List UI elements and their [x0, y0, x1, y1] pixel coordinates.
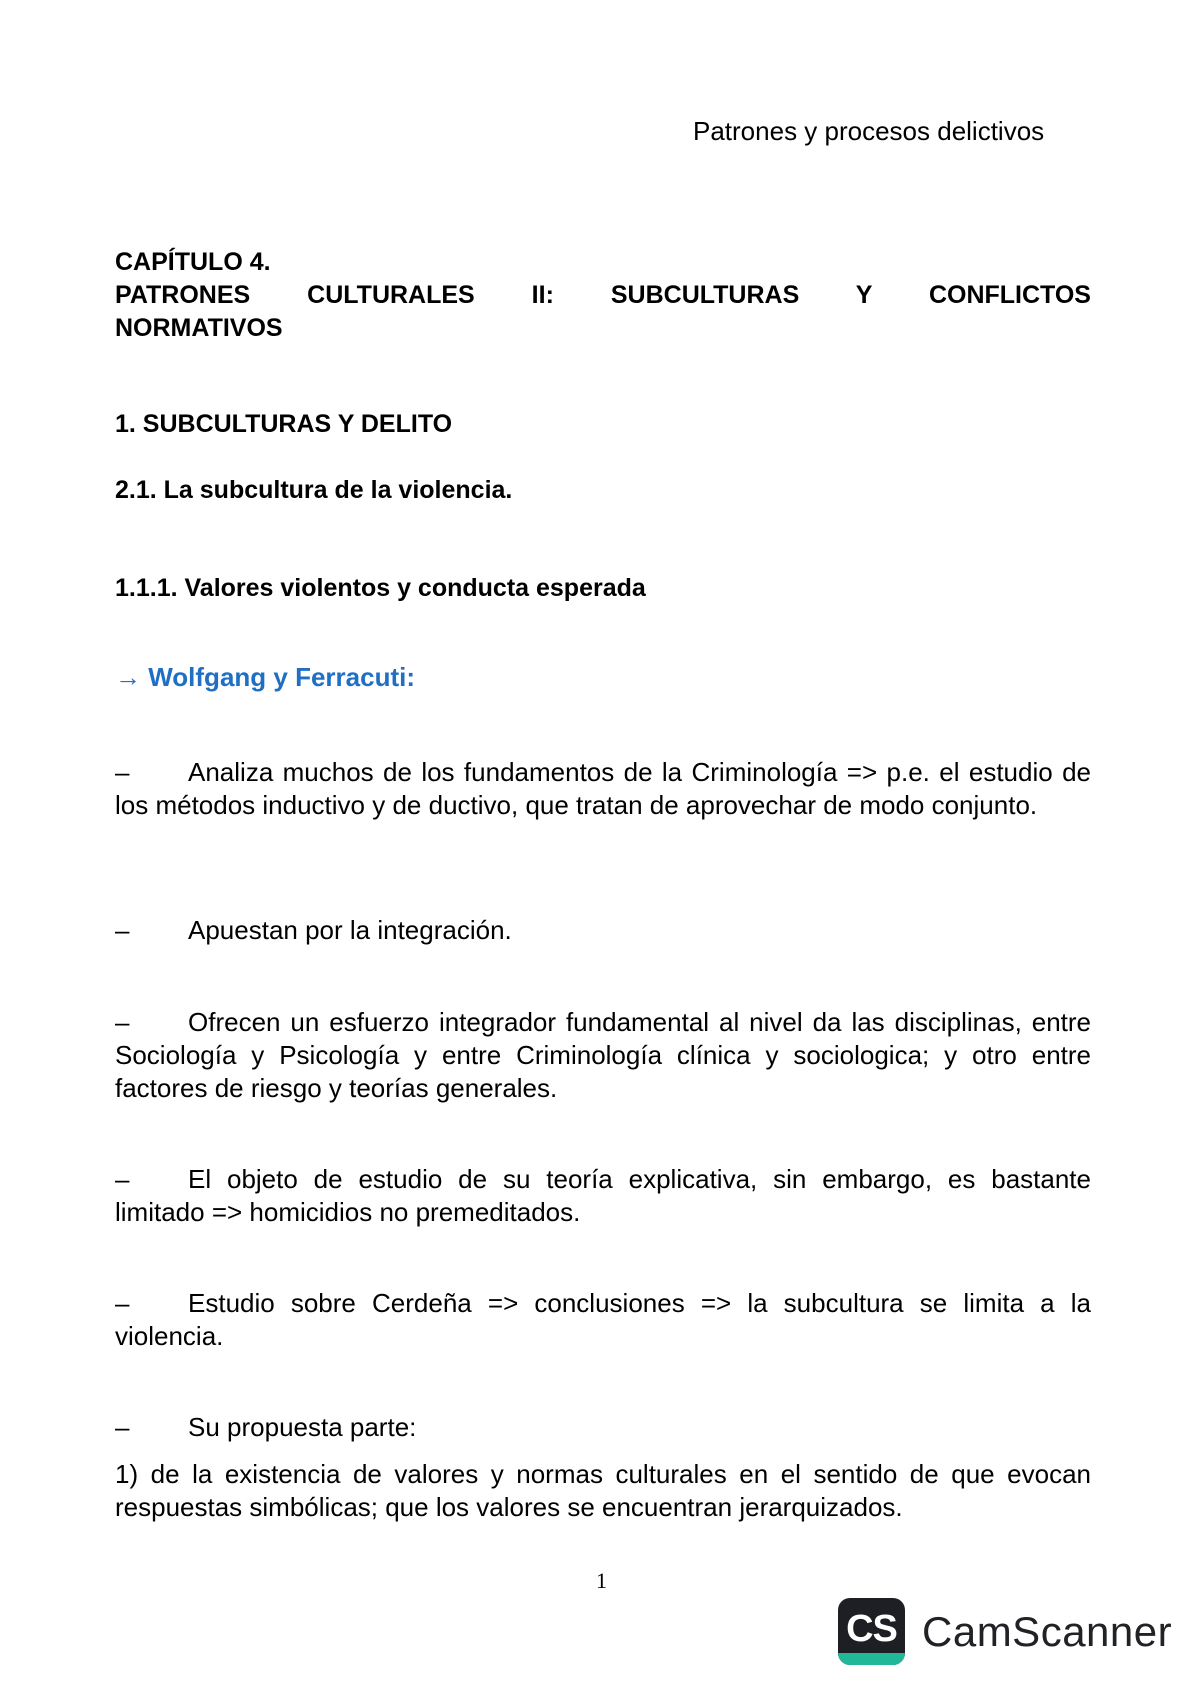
bullet-item [115, 1287, 1091, 1353]
chapter-heading [115, 246, 1091, 345]
authors-heading: → Wolfgang y Ferracuti: [115, 662, 415, 692]
section-heading-1: 1. SUBCULTURAS Y DELITO [115, 410, 453, 438]
enumerated-item-1: 1) de la existencia de valores y normas culturales en el sentido de que evocan respuestas simbólicas; que los valores se encuentran jerarquizados. [115, 1459, 1091, 1522]
bullet-text: El objeto de estudio de su teoría explicativa, sin embargo, es bastante limitado => homicidios no premeditados. [115, 1164, 1091, 1227]
bullet-item [115, 1006, 1091, 1105]
bullet-dash: – [115, 1412, 130, 1442]
bullet-dash: – [115, 1288, 130, 1318]
bullet-text: Analiza muchos de los fundamentos de la Criminología => p.e. el estudio de los métodos inductivo y de ductivo, que tratan de aprovechar de modo conjunto. [115, 757, 1091, 820]
bullet-item [115, 756, 1091, 822]
chapter-label: CAPÍTULO 4. [115, 248, 271, 276]
bullet-item [115, 1411, 1091, 1444]
bullet-dash: – [115, 1164, 130, 1194]
bullet-text: Ofrecen un esfuerzo integrador fundamental al nivel da las disciplinas, entre Sociología y Psicología y entre Criminología clínica y sociologica; y otro entre factores de riesgo y teorías generales. [115, 1007, 1091, 1103]
bullet-text: Apuestan por la integración. [188, 915, 512, 945]
bullet-text: Su propuesta parte: [188, 1412, 417, 1442]
page-number: 1 [596, 1568, 607, 1593]
bullet-item [115, 914, 1091, 947]
bullet-text: Estudio sobre Cerdeña => conclusiones => la subcultura se limita a la violencia. [115, 1288, 1091, 1351]
chapter-title-line2: NORMATIVOS [115, 314, 283, 342]
camscanner-logo-icon [838, 1598, 905, 1665]
bullet-dash: – [115, 757, 130, 787]
chapter-title-line1: PATRONES CULTURALES II: SUBCULTURAS Y CONFLICTOS [115, 281, 1091, 309]
camscanner-wordmark: CamScanner [922, 1607, 1173, 1655]
bullet-dash: – [115, 915, 130, 945]
bullet-dash: – [115, 1007, 130, 1037]
section-heading-1-1-1: 1.1.1. Valores violentos y conducta esperada [115, 574, 646, 602]
camscanner-badge-bar [838, 1653, 905, 1665]
camscanner-watermark [838, 1598, 1172, 1665]
camscanner-badge-text: CS [846, 1608, 897, 1650]
section-heading-2-1: 2.1. La subcultura de la violencia. [115, 476, 513, 504]
running-header: Patrones y procesos delictivos [693, 116, 1045, 146]
bullet-item [115, 1163, 1091, 1229]
